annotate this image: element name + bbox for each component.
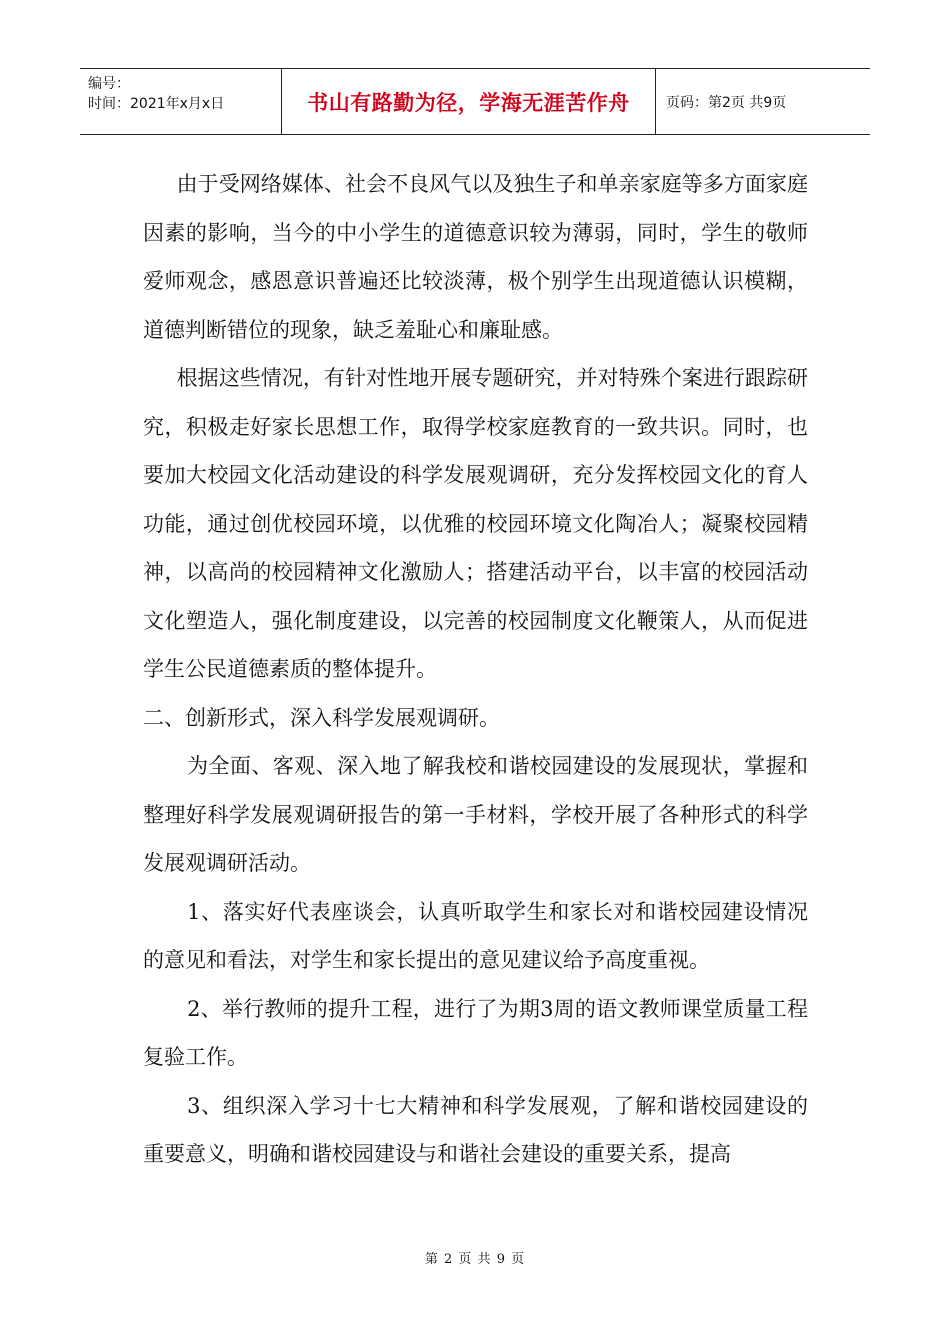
section-heading: 二、创新形式，深入科学发展观调研。 bbox=[143, 705, 500, 730]
header-motto: 书山有路勤为径，学海无涯苦作舟 bbox=[307, 89, 630, 115]
page-footer bbox=[0, 1248, 950, 1267]
header-meta-cell bbox=[80, 69, 282, 134]
header-motto-cell bbox=[282, 69, 656, 134]
header-page-cell bbox=[656, 69, 870, 134]
footer-page-number: 第 2 页 共 9 页 bbox=[424, 1252, 526, 1267]
document-number-label: 编号： bbox=[88, 76, 130, 92]
list-item: 3、组织深入学习十七大精神和科学发展观，了解和谐校园建设的重要意义，明确和谐校园建设与和谐社会建设的重要关系，提高 bbox=[143, 1093, 808, 1166]
document-body bbox=[143, 160, 808, 1179]
document-time-label: 时间：2021年x月x日 bbox=[88, 96, 225, 112]
header-page-info: 页码：第2页 共9页 bbox=[666, 94, 787, 111]
page-header bbox=[80, 68, 870, 135]
body-paragraph: 根据这些情况，有针对性地开展专题研究，并对特殊个案进行跟踪研究，积极走好家长思想工作，取得学校家庭教育的一致共识。同时，也要加大校园文化活动建设的科学发展观调研，充分发挥校园文化的育人功能，通过创优校园环境，以优雅的校园环境文化陶冶人；凝聚校园精神，以高尚的校园精神文化激励人；搭建活动平台，以丰富的校园活动文化塑造人，强化制度建设，以完善的校园制度文化鞭策人，从而促进学生公民道德素质的整体提升。 bbox=[143, 366, 808, 681]
body-paragraph: 为全面、客观、深入地了解我校和谐校园建设的发展现状，掌握和整理好科学发展观调研报告的第一手材料，学校开展了各种形式的科学发展观调研活动。 bbox=[143, 754, 808, 875]
list-item: 1、落实好代表座谈会，认真听取学生和家长对和谐校园建设情况的意见和看法，对学生和家长提出的意见建议给予高度重视。 bbox=[143, 899, 808, 972]
body-paragraph: 由于受网络媒体、社会不良风气以及独生子和单亲家庭等多方面家庭因素的影响，当今的中小学生的道德意识较为薄弱，同时，学生的敬师爱师观念，感恩意识普遍还比较淡薄，极个别学生出现道德认识模糊，道德判断错位的现象，缺乏羞耻心和廉耻感。 bbox=[143, 172, 808, 342]
list-item: 2、举行教师的提升工程，进行了为期3周的语文教师课堂质量工程复验工作。 bbox=[143, 996, 808, 1069]
